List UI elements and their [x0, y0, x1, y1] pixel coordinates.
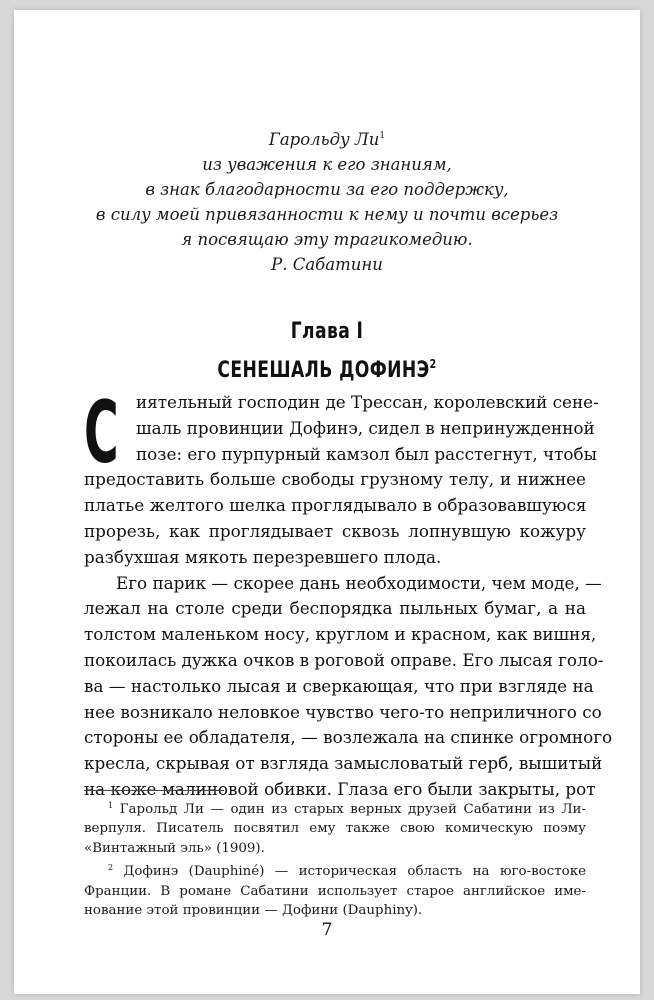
footnote-marker[interactable]: 1 [379, 131, 386, 141]
body-text [84, 383, 613, 803]
text-line: покоилась дужка очков в роговой оправе. Его лысая голо- [84, 649, 604, 670]
dedication-line: в знак благодарности за его поддержку, [145, 180, 509, 199]
text-line: предоставить больше свободы грузному телу, и нижнее [84, 469, 586, 490]
chapter-title: СЕНЕШАЛЬ ДОФИНЭ$^2$ [217, 357, 437, 383]
dedication-signature: Р. Сабатини [271, 255, 383, 274]
text-line: Его парик — скорее дань необходимости, чем моде, — [116, 572, 602, 593]
dedication-line: Гарольду $Ли^1$ [268, 130, 386, 149]
text-line: шаль провинции Дофинэ, сидел в непринужденной [136, 417, 595, 438]
footnote-number: 1 [108, 801, 114, 810]
text-line: платье желтого шелка проглядывало в образовавшуюся [84, 495, 587, 516]
footnote-line: «Винтажный эль» (1909). [84, 840, 265, 856]
footnote-divider [84, 790, 224, 791]
text-line: на коже малиновой обивки. Глаза его были закрыты, рот [84, 778, 596, 799]
text-line: кресла, скрывая от взгляда замысловатый герб, вышитый [84, 753, 603, 774]
text-line: нее возникало неловкое чувство чего-то неприличного со [84, 701, 602, 722]
dedication [14, 124, 640, 277]
footnote-line: $^1$ Гарольд Ли — один из старых верных друзей Сабатини из Ли- [108, 801, 586, 817]
text-line: разбухшая мякоть перезревшего плода. [84, 546, 442, 567]
text-line: ва — настолько лысая и сверкающая, что при взгляде на [84, 675, 594, 696]
page-number: 7 [321, 920, 333, 940]
footnote-line: верпуля. Писатель посвятил ему также свою комическую поэму [84, 821, 586, 837]
dedication-line: из уважения к его знаниям, [202, 155, 452, 174]
text-line: лежал на столе среди беспорядка пыльных бумаг, а на [84, 598, 586, 619]
footnote-line: нование этой провинции — Дофини (Dauphiny). [84, 903, 423, 919]
chapter-number: Глава I [290, 319, 364, 344]
footnote-number: 2 [108, 863, 114, 873]
dedication-line: я посвящаю эту трагикомедию. [181, 230, 473, 249]
book-page [14, 10, 640, 994]
text-line: толстом маленьком носу, круглом и красном, как вишня, [84, 624, 597, 645]
text-line: стороны ее обладателя, — возлежала на спинке огромного [84, 727, 613, 748]
text-line: прорезь, как проглядывает сквозь лопнувшую кожуру [84, 520, 586, 541]
footnote-line: Франции. В романе Сабатини использует старое английское име- [84, 883, 586, 899]
footnote-line: $^2$ Дофинэ (Dauphiné) — историческая область на юго-востоке [108, 863, 586, 880]
text-line: иятельный господин де Трессан, королевский сене- [136, 392, 599, 412]
chapter-heading [83, 316, 571, 387]
footnotes [84, 796, 586, 920]
drop-cap: С [84, 383, 119, 483]
footnote-marker[interactable]: 2 [429, 357, 437, 371]
dedication-line: в силу моей привязанности к нему и почти всерьез [95, 205, 559, 224]
text-line: позе: его пурпурный камзол был расстегнут, чтобы [136, 443, 597, 464]
